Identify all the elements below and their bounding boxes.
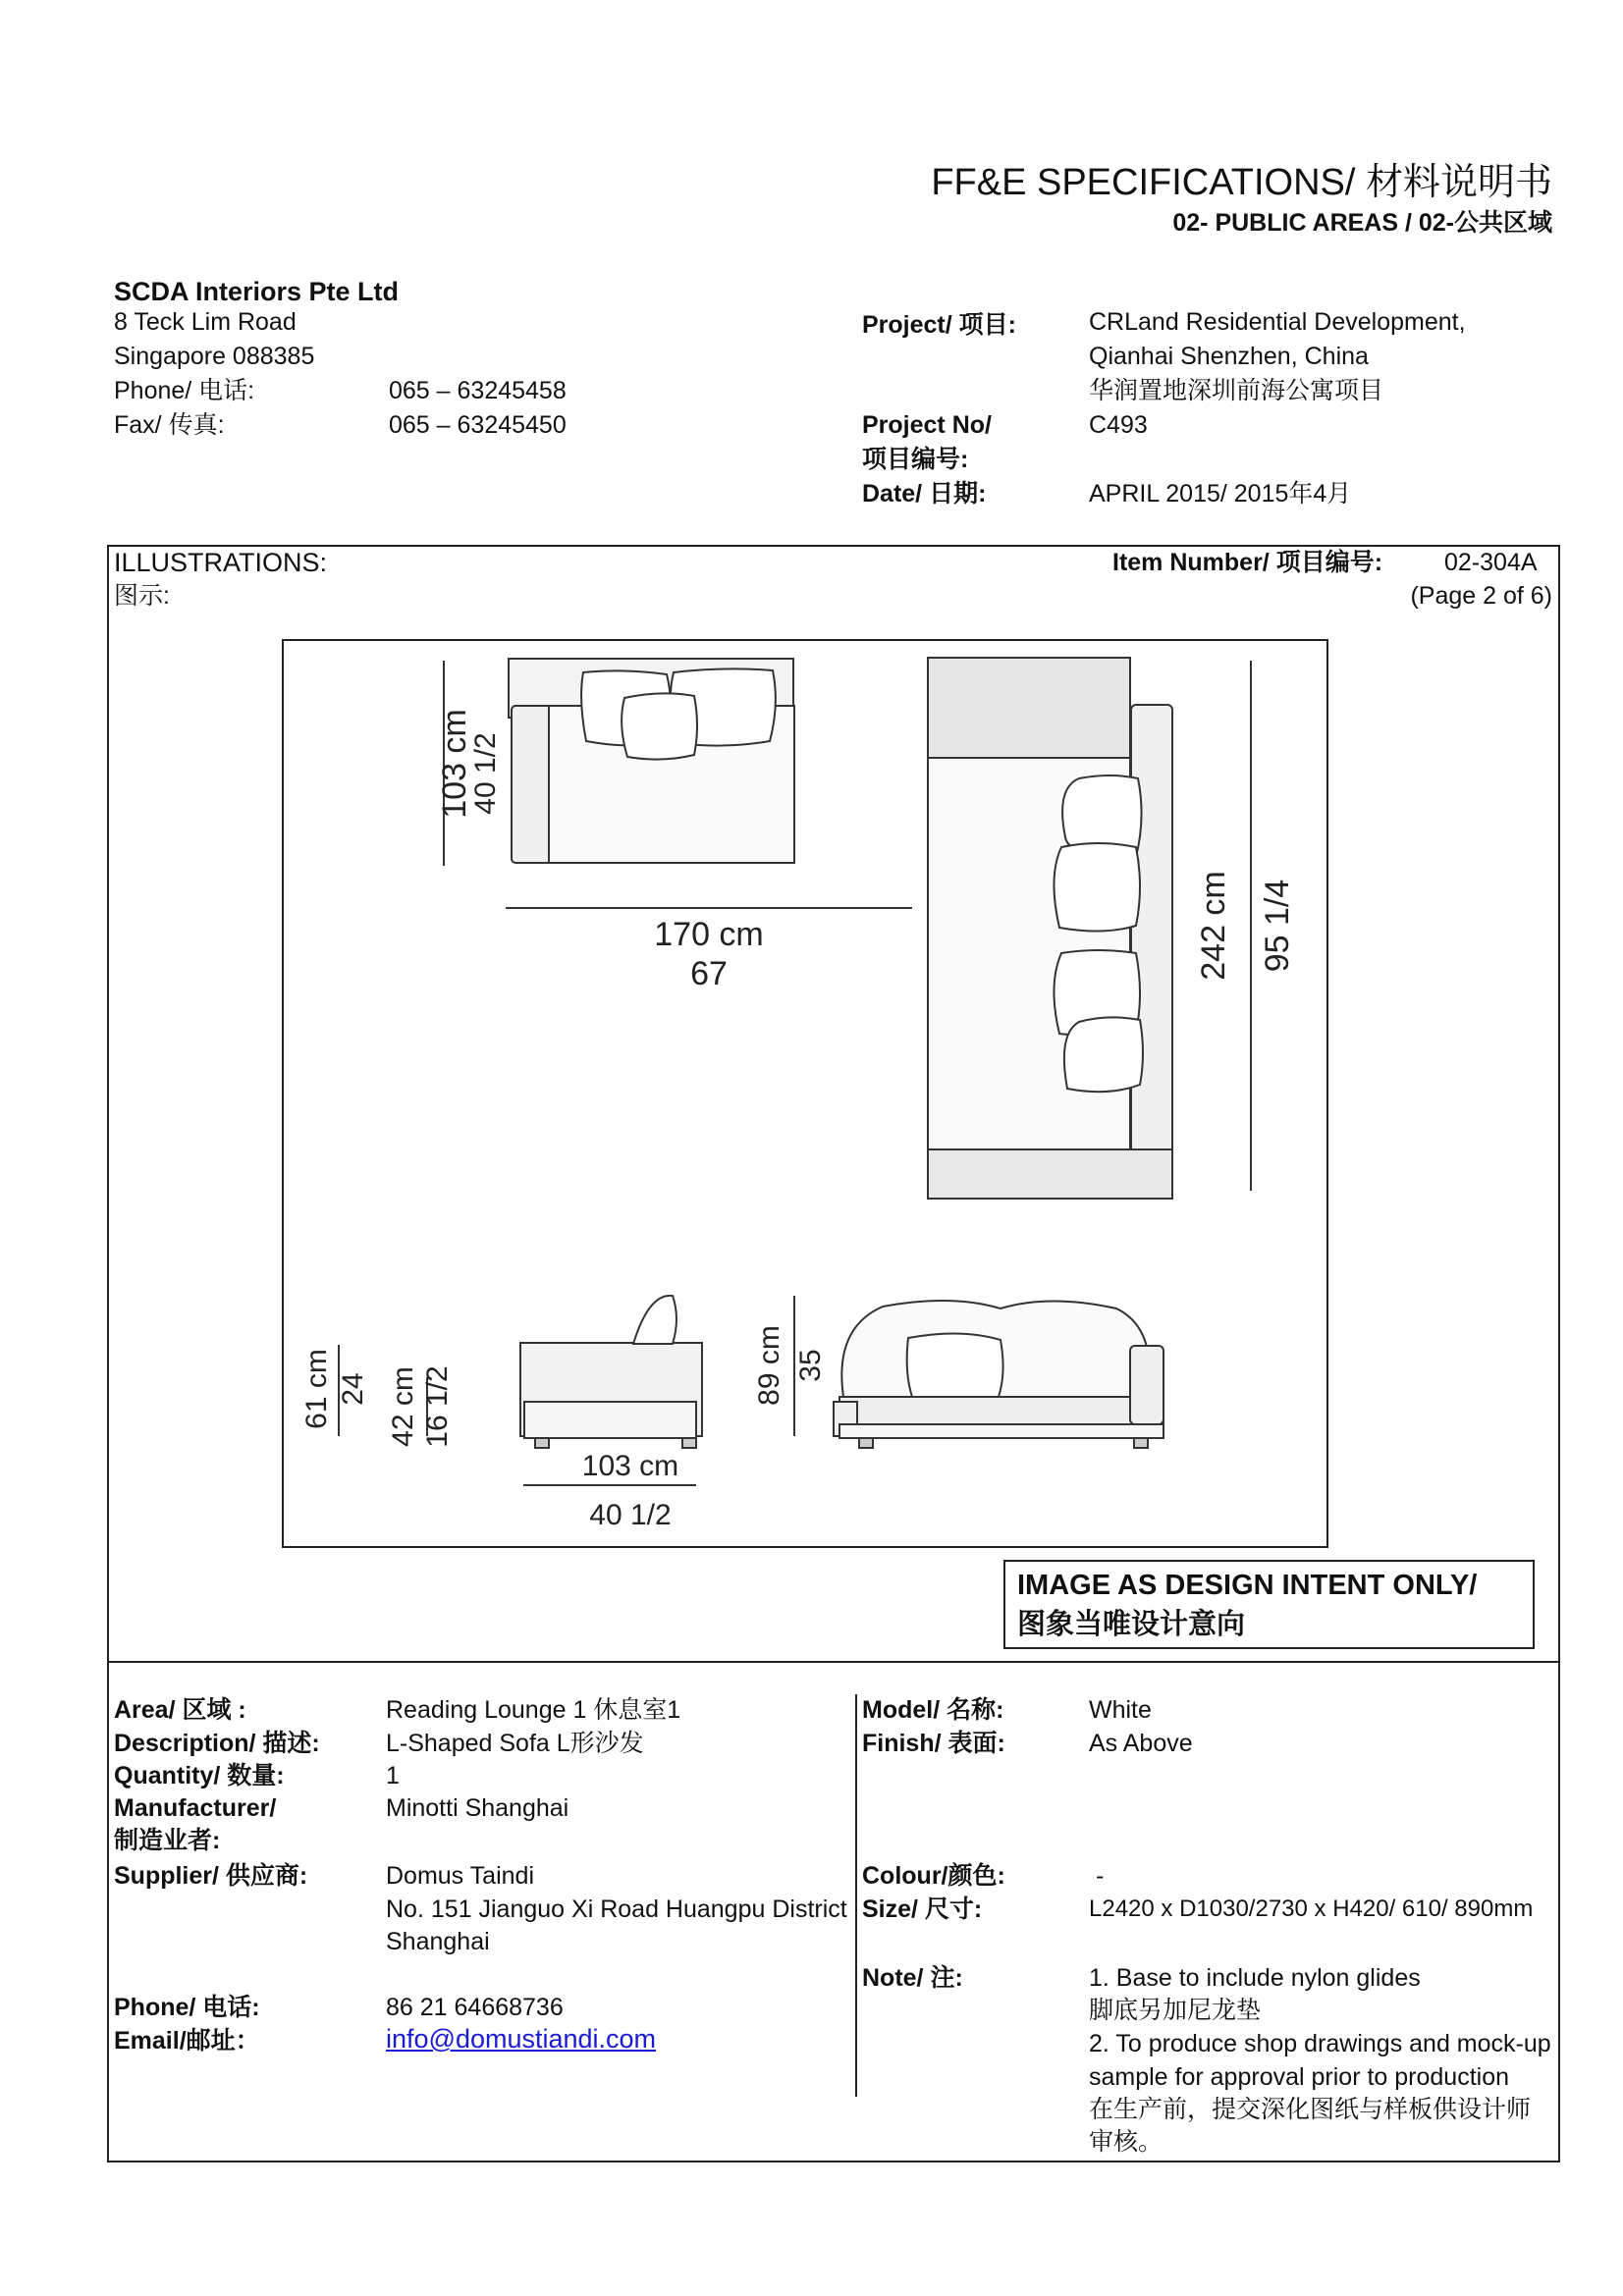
document-title: FF&E SPECIFICATIONS/ 材料说明书 bbox=[931, 162, 1552, 203]
note-1: 1. Base to include nylon glides bbox=[1089, 1964, 1421, 1992]
design-intent-disclaimer bbox=[1003, 1560, 1535, 1649]
disclaimer-line1: IMAGE AS DESIGN INTENT ONLY/ bbox=[1017, 1570, 1478, 1601]
disclaimer-line2: 图象当唯设计意向 bbox=[1017, 1609, 1246, 1640]
company-address-line1: 8 Teck Lim Road bbox=[114, 308, 297, 336]
page-indicator: (Page 2 of 6) bbox=[1410, 582, 1552, 610]
supplier-line1: Domus Taindi bbox=[386, 1862, 535, 1890]
side-height-cm: 61 cm bbox=[300, 1349, 333, 1429]
seat-height-in: 16 1/2 bbox=[421, 1365, 454, 1448]
project-line2: Qianhai Shenzhen, China bbox=[1089, 343, 1369, 370]
item-number-label: Item Number/ 项目编号: bbox=[1112, 549, 1383, 576]
note-1-cn: 脚底另加尼龙垫 bbox=[1089, 1997, 1262, 2024]
quantity-label: Quantity/ 数量: bbox=[114, 1762, 285, 1789]
note-2-cn-line2: 审核。 bbox=[1089, 2128, 1163, 2156]
side-height-in: 24 bbox=[337, 1372, 369, 1406]
note-label: Note/ 注: bbox=[862, 1964, 963, 1992]
top-width-in: 67 bbox=[690, 955, 728, 992]
top-width-cm: 170 cm bbox=[654, 916, 764, 953]
colour-label: Colour/颜色: bbox=[862, 1862, 1005, 1890]
note-2-line1: 2. To produce shop drawings and mock-up bbox=[1089, 2030, 1551, 2057]
manufacturer-value: Minotti Shanghai bbox=[386, 1794, 569, 1822]
email-label: Email/邮址： bbox=[114, 2027, 260, 2055]
supplier-phone-label: Phone/ 电话: bbox=[114, 1994, 260, 2021]
right-width-in: 95 1/4 bbox=[1259, 879, 1296, 973]
top-depth-in: 40 1/2 bbox=[469, 732, 502, 815]
document-subtitle: 02- PUBLIC AREAS / 02-公共区域 bbox=[1172, 209, 1552, 237]
date-label: Date/ 日期: bbox=[862, 480, 987, 507]
front-height-cm: 89 cm bbox=[753, 1325, 785, 1406]
note-2-line2: sample for approval prior to production bbox=[1089, 2063, 1510, 2091]
sofa-drawing-svg bbox=[284, 641, 1326, 1546]
project-number: C493 bbox=[1089, 411, 1148, 439]
illustrations-label-cn: 图示: bbox=[114, 582, 170, 610]
company-address-line2: Singapore 088385 bbox=[114, 343, 315, 370]
supplier-line3: Shanghai bbox=[386, 1928, 490, 1955]
quantity-value: 1 bbox=[386, 1762, 400, 1789]
size-label: Size/ 尺寸: bbox=[862, 1896, 983, 1923]
finish-label: Finish/ 表面: bbox=[862, 1730, 1005, 1757]
manufacturer-label-cn: 制造业者: bbox=[114, 1827, 221, 1854]
company-name: SCDA Interiors Pte Ltd bbox=[114, 277, 400, 306]
project-line1: CRLand Residential Development, bbox=[1089, 308, 1466, 336]
item-number: 02-304A bbox=[1444, 549, 1538, 576]
project-label: Project/ 项目: bbox=[862, 311, 1016, 339]
area-value: Reading Lounge 1 休息室1 bbox=[386, 1696, 681, 1724]
area-label: Area/ 区域 : bbox=[114, 1696, 246, 1724]
supplier-line2: No. 151 Jianguo Xi Road Huangpu District bbox=[386, 1896, 847, 1923]
supplier-label: Supplier/ 供应商: bbox=[114, 1862, 308, 1890]
model-label: Model/ 名称: bbox=[862, 1696, 1004, 1724]
project-number-label-cn: 项目编号: bbox=[862, 446, 969, 473]
right-width-cm: 242 cm bbox=[1195, 871, 1232, 981]
description-value: L-Shaped Sofa L形沙发 bbox=[386, 1730, 644, 1757]
company-phone: 065 – 63245458 bbox=[389, 377, 567, 404]
company-fax-label: Fax/ 传真: bbox=[114, 411, 225, 439]
project-number-label: Project No/ bbox=[862, 411, 992, 439]
note-2-cn-line1: 在生产前，提交深化图纸与样板供设计师 bbox=[1089, 2096, 1532, 2123]
section-divider bbox=[107, 1661, 1560, 1663]
supplier-phone: 86 21 64668736 bbox=[386, 1994, 564, 2021]
side-depth-in: 40 1/2 bbox=[589, 1499, 672, 1531]
size-value: L2420 x D1030/2730 x H420/ 610/ 890mm bbox=[1089, 1896, 1534, 1922]
seat-height-cm: 42 cm bbox=[387, 1366, 419, 1447]
company-phone-label: Phone/ 电话: bbox=[114, 377, 255, 404]
email-link[interactable]: info@domustiandi.com bbox=[386, 2024, 657, 2054]
finish-value: As Above bbox=[1089, 1730, 1193, 1757]
details-column-divider bbox=[855, 1694, 857, 2097]
illustrations-label: ILLUSTRATIONS: bbox=[114, 548, 328, 577]
company-fax: 065 – 63245450 bbox=[389, 411, 567, 439]
manufacturer-label: Manufacturer/ bbox=[114, 1794, 277, 1822]
description-label: Description/ 描述: bbox=[114, 1730, 320, 1757]
model-value: White bbox=[1089, 1696, 1152, 1724]
sofa-drawing bbox=[282, 639, 1328, 1548]
project-line3: 华润置地深圳前海公寓项目 bbox=[1089, 377, 1384, 404]
front-height-in: 35 bbox=[794, 1349, 827, 1382]
colour-value: - bbox=[1096, 1862, 1105, 1890]
top-depth-cm: 103 cm bbox=[436, 709, 473, 819]
side-depth-cm: 103 cm bbox=[581, 1450, 679, 1482]
date-value: APRIL 2015/ 2015年4月 bbox=[1089, 480, 1352, 507]
